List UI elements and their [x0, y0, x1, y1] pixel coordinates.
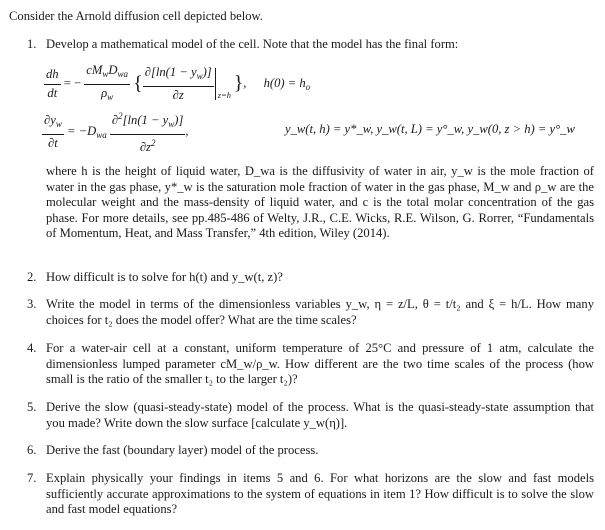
item-7-text: Explain physically your findings in items 5 and 6. For what horizons are the slow and fast models sufficiently accurate approximations to the system of equations in item 1? How difficult is to solve the slow and fast model equations? [46, 471, 594, 517]
eq2-rhs: $\frac{\partial^2[\ln(1 - y_w)]}{\partial z^2}$ [111, 111, 184, 154]
equation-2: $\frac{\partial y_w}{\partial t}$ = $-D_{wa}$ $\frac{\partial^2[\ln(1 - y_w)]}{\partial z^2}$ , [44, 111, 189, 154]
item-7-number: 7. [27, 471, 37, 485]
item-2-text: How difficult is to solve for h(t) and y_w(t, z)? [46, 270, 283, 284]
item-5-text: Derive the slow (quasi-steady-state) model of the process. What is the quasi-steady-state assumption that you made? Write down the slow surface [calculate y_w(η)]. [46, 400, 594, 430]
item-4-text: For a water-air cell at a constant, uniform temperature of 25°C and pressure of 1 atm, calculate the dimensionless lumped parameter cM_w/ρ_w. How different are the two time scales of the process (how small is the ratio of the smaller t₂ to the larger t₂)? [46, 341, 594, 387]
item-1-number: 1. [27, 37, 37, 51]
intro-text: Consider the Arnold diffusion cell depicted below. [9, 9, 263, 23]
eq2-boundary-conditions: y_w(t, h) = y*_w, y_w(t, L) = y°_w, y_w(0, z > h) = y°_w [285, 122, 575, 136]
item-6-text: Derive the fast (boundary layer) model of the process. [46, 443, 319, 457]
item-2-number: 2. [27, 270, 37, 284]
eq2-lhs: $\frac{\partial y_w}{\partial t}$ [44, 113, 62, 150]
eq1-coefficient: $\frac{cM_wD_{wa}}{\rho_w}$ [86, 63, 128, 102]
equation-1: $\frac{dh}{dt}$ = − $\frac{cM_wD_{wa}}{\rho_w}$ { $\frac{\partial[\ln(1 - y_w)]}{\partial z}$ z=h }, $h(0) = h_o$ [44, 63, 310, 105]
item-1-text: Develop a mathematical model of the cell. Note that the model has the final form: [46, 37, 459, 51]
eq1-lhs: $\frac{dh}{dt}$ [46, 67, 59, 100]
item-3-text: Write the model in terms of the dimensionless variables y_w, η = z/L, θ = t/t₂ and ξ = h/L. How many choices for t₂ does the model offer? What are the time scales? [46, 297, 594, 327]
item-1-description: where h is the height of liquid water, D_wa is the diffusivity of water in air, y_w is the mole fraction of water in the gas phase, y*_w is the saturation mole fraction of water in the gas phase, M_w and ρ_w are the molecular weight and the mass-density of liquid water, and c is the total molar concentration of the gas phase. For more details, see pp.485-486 of Welty, J.R., C.E. Wicks, R.E. Wilson, G. Rorrer, “Fundamentals of Momentum, Heat, and Mass Transfer,” 4th edition, Wiley (2014). [46, 164, 594, 241]
item-4-number: 4. [27, 341, 37, 355]
eq1-initial-condition: $h(0) = h_o$ [263, 75, 311, 92]
item-3-number: 3. [27, 297, 37, 311]
eq1-evaluation-bar: z=h [215, 68, 216, 100]
item-6-number: 6. [27, 443, 37, 457]
eq1-inner-derivative: $\frac{\partial[\ln(1 - y_w)]}{\partial z}$ [144, 65, 212, 102]
item-5-number: 5. [27, 400, 37, 414]
